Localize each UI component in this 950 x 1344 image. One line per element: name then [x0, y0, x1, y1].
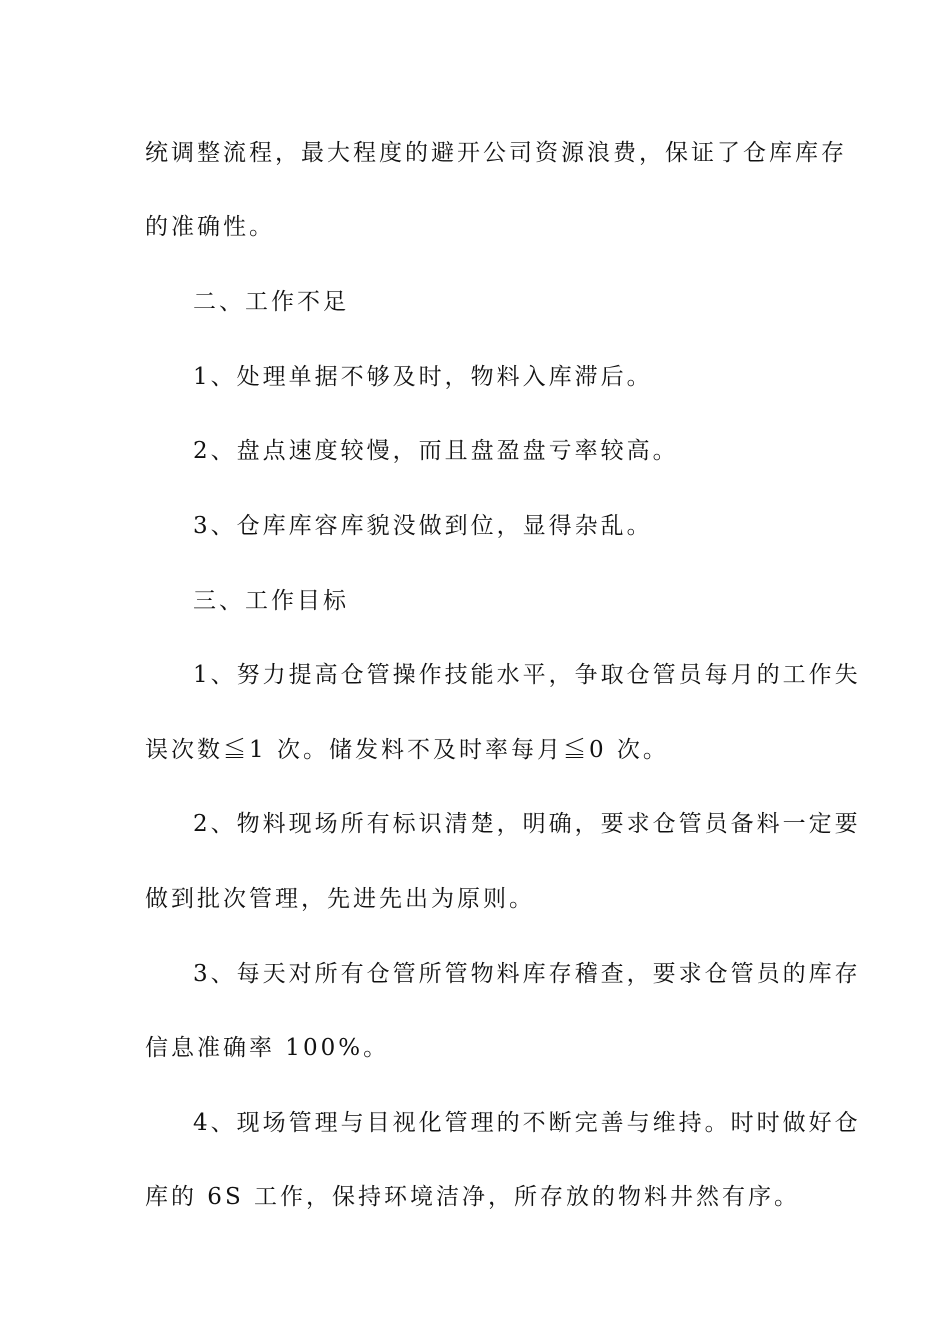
- paragraph-line-continuation: 统调整流程，最大程度的避开公司资源浪费，保证了仓库库存: [145, 140, 847, 166]
- goal-item-4-line-2: 库的 6S 工作，保持环境洁净，所存放的物料井然有序。: [145, 1184, 801, 1210]
- shortcoming-item-3: 3、仓库库容库貌没做到位，显得杂乱。: [193, 513, 653, 539]
- goal-item-4-line-1: 4、现场管理与目视化管理的不断完善与维持。时时做好仓: [193, 1110, 861, 1136]
- goal-item-1-line-1: 1、努力提高仓管操作技能水平，争取仓管员每月的工作失: [193, 662, 861, 688]
- goal-item-3-line-2: 信息准确率 100%。: [145, 1035, 390, 1061]
- goal-item-3-line-1: 3、每天对所有仓管所管物料库存稽查，要求仓管员的库存: [193, 961, 861, 987]
- shortcoming-item-2: 2、盘点速度较慢，而且盘盈盘亏率较高。: [193, 438, 679, 464]
- goal-item-2-line-1: 2、物料现场所有标识清楚，明确，要求仓管员备料一定要: [193, 811, 861, 837]
- goal-item-1-line-2: 误次数≦1 次。储发料不及时率每月≦0 次。: [145, 737, 669, 763]
- section-heading-goals: 三、工作目标: [193, 588, 349, 614]
- section-heading-shortcomings: 二、工作不足: [193, 289, 349, 315]
- goal-item-2-line-2: 做到批次管理，先进先出为原则。: [145, 886, 535, 912]
- paragraph-line-end: 的准确性。: [145, 214, 275, 240]
- shortcoming-item-1: 1、处理单据不够及时，物料入库滞后。: [193, 364, 653, 390]
